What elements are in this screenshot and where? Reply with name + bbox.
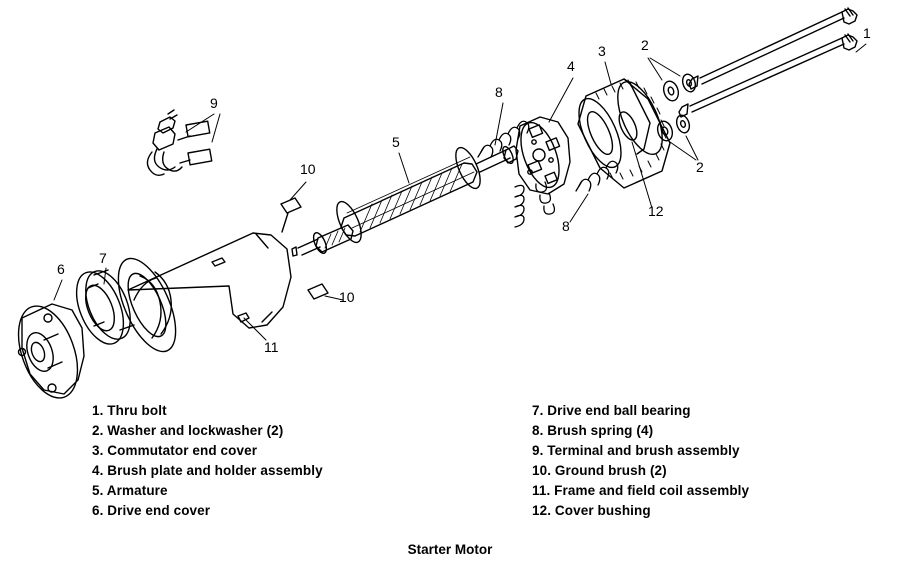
terminal-and-brush-assembly <box>147 110 211 175</box>
callout-2a: 2 <box>641 37 649 53</box>
callout-5: 5 <box>392 134 400 150</box>
legend-item: 11. Frame and field coil assembly <box>532 483 750 498</box>
callout-8a: 8 <box>495 84 503 100</box>
legend-item: 7. Drive end ball bearing <box>532 403 691 418</box>
legend-item: 5. Armature <box>92 483 168 498</box>
parts-legend <box>92 402 892 520</box>
brush-spring-lower-left <box>515 185 524 227</box>
callout-7: 7 <box>99 250 107 266</box>
commutator-end-cover <box>570 75 671 188</box>
legend-item: 8. Brush spring (4) <box>532 423 654 438</box>
ground-brush-lower <box>308 284 328 299</box>
callout-1: 1 <box>863 25 871 41</box>
drive-end-ball-bearing <box>67 265 139 351</box>
armature <box>292 144 518 256</box>
callout-12: 12 <box>648 203 664 219</box>
legend-item: 4. Brush plate and holder assembly <box>92 463 323 478</box>
legend-column-right <box>532 402 892 520</box>
thru-bolt-upper <box>689 8 857 89</box>
callout-11: 11 <box>264 339 279 355</box>
ground-brush-upper <box>281 198 301 232</box>
brush-plate-holder-assembly <box>513 117 570 194</box>
callout-6: 6 <box>57 261 65 277</box>
washer-lower <box>655 119 674 142</box>
drive-end-cover <box>7 298 89 406</box>
washer-upper <box>661 79 680 102</box>
callout-10a: 10 <box>300 161 316 177</box>
figure-caption: Starter Motor <box>407 542 493 557</box>
callout-3: 3 <box>598 43 606 59</box>
legend-item: 9. Terminal and brush assembly <box>532 443 740 458</box>
legend-column-left <box>92 402 492 520</box>
legend-item: 1. Thru bolt <box>92 403 167 418</box>
callout-9: 9 <box>210 95 218 111</box>
legend-item: 6. Drive end cover <box>92 503 211 518</box>
callout-8b: 8 <box>562 218 570 234</box>
callout-4: 4 <box>567 58 575 74</box>
legend-item: 10. Ground brush (2) <box>532 463 667 478</box>
legend-item: 2. Washer and lockwasher (2) <box>92 423 284 438</box>
callout-2b: 2 <box>696 159 704 175</box>
legend-item: 12. Cover bushing <box>532 503 651 518</box>
legend-item: 3. Commutator end cover <box>92 443 258 458</box>
callout-10b: 10 <box>339 289 355 305</box>
